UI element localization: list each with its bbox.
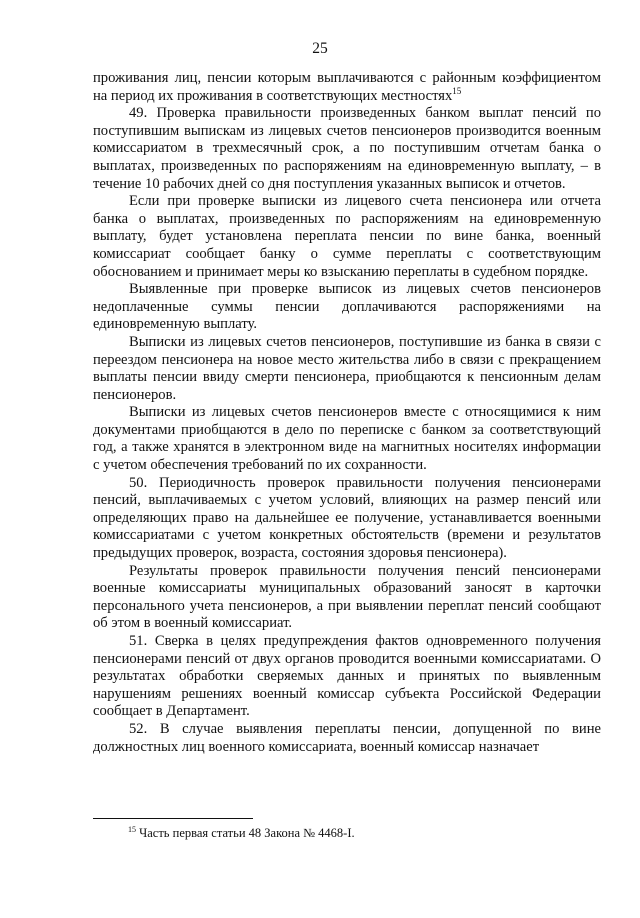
paragraph-4: Выявленные при проверке выписок из лицевых счетов пенсионеров недоплаченные суммы пенсии доплачиваются распоряжениями на единовременную выплату.	[93, 281, 601, 333]
page-number: 25	[312, 40, 328, 57]
footnote-reference: 15	[452, 85, 462, 96]
paragraph-2: 49. Проверка правильности произведенных банком выплат пенсий по поступившим выпискам из лицевых счетов пенсионеров производится военным комиссариатом в трехмесячный срок, а по поступившим отчетам банка о выплатах, произведенных по распоряжениям на единовременную выплату, – в течение 10 рабочих дней со дня поступления указанных выписок и отчетов.	[93, 105, 601, 192]
footnote-marker: 15	[128, 824, 136, 834]
paragraph-10: 52. В случае выявления переплаты пенсии, допущенной по вине должностных лиц военного комиссариата, военный комиссар назначает	[93, 720, 601, 755]
paragraph-1	[93, 70, 601, 105]
paragraph-6: Выписки из лицевых счетов пенсионеров вместе с относящимися к ним документами приобщаются в дело по переписке с банком за соответствующий год, а также хранятся в электронном виде на магнитных носителях информации с учетом обеспечения требований по их сохранности.	[93, 404, 601, 474]
paragraph-5: Выписки из лицевых счетов пенсионеров, поступившие из банка в связи с переездом пенсионера на новое место жительства либо в связи с прекращением выплаты пенсии ввиду смерти пенсионера, приобщаются к пенсионным делам пенсионеров.	[93, 333, 601, 403]
footnote-divider	[93, 818, 253, 819]
paragraph-1-text: проживания лиц, пенсии которым выплачиваются с районным коэффициентом на период их проживания в соответствующих местностях	[93, 70, 601, 104]
paragraph-7: 50. Периодичность проверок правильности получения пенсионерами пенсий, выплачиваемых с учетом условий, влияющих на размер пенсий или определяющих право на дальнейшее ее получение, устанавливается военными комиссариатами с учетом конкретных обстоятельств (времени и результатов предыдущих проверок, возраста, состояния здоровья пенсионера).	[93, 474, 601, 562]
footnote-text: Часть первая статьи 48 Закона № 4468-I.	[139, 826, 355, 840]
paragraph-8: Результаты проверок правильности получения пенсий пенсионерами военные комиссариаты муниципальных образований заносят в карточки персонального учета пенсионеров, а при выявлении переплат пенсий сообщают об этом в военный комиссариат.	[93, 562, 601, 632]
footnote	[128, 826, 601, 841]
body-text	[93, 70, 601, 756]
paragraph-3: Если при проверке выписки из лицевого счета пенсионера или отчета банка о выплатах, произведенных по распоряжениям на единовременную выплату, будет установлена переплата пенсии по вине банка, военный комиссариат сообщает банку о сумме переплаты с соответствующим обоснованием и принимает меры ко взысканию переплаты в судебном порядке.	[93, 193, 601, 280]
paragraph-9: 51. Сверка в целях предупреждения фактов одновременного получения пенсионерами пенсий от двух органов проводится военными комиссариатами. О результатах обработки сверяемых данных и принятых по выявленным нарушениям решениях военный комиссар субъекта Российской Федерации сообщает в Департамент.	[93, 633, 601, 720]
